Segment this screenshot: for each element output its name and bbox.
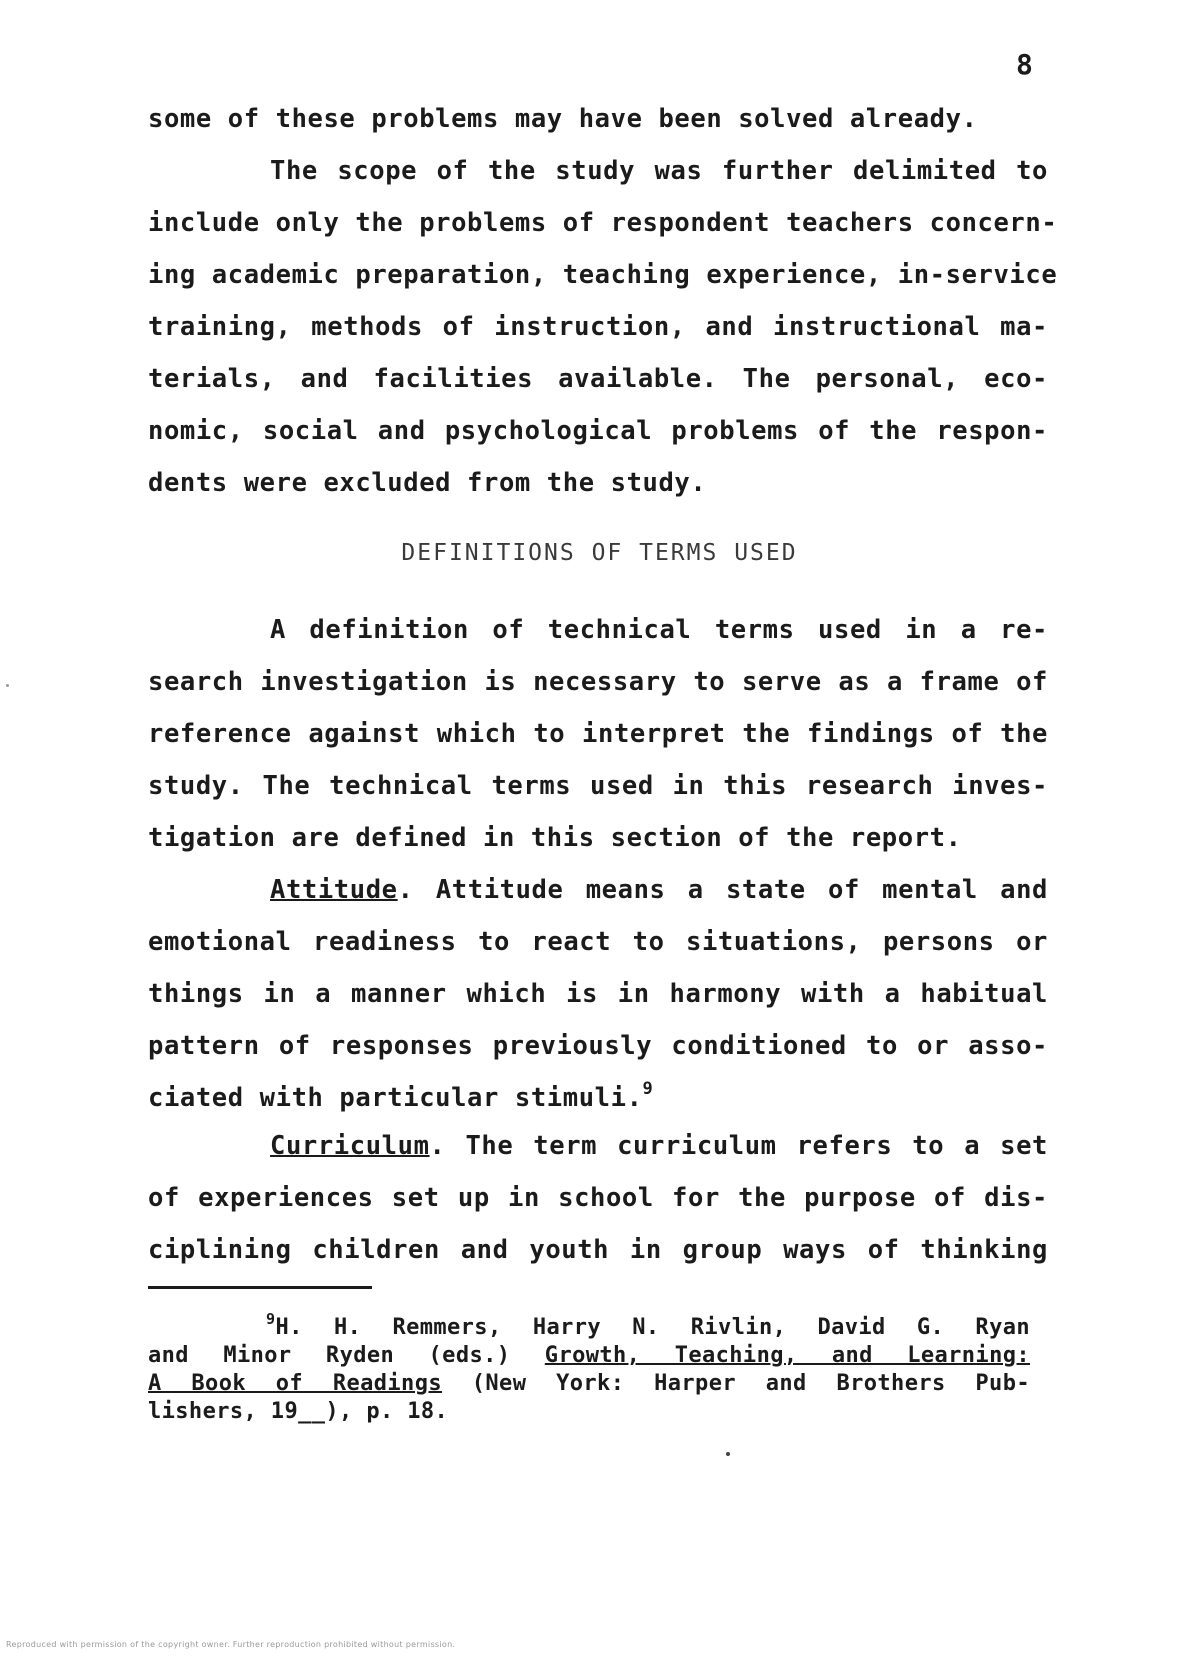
curriculum-paragraph <box>148 1120 1048 1276</box>
attitude-definition-end: ciated with particular stimuli. <box>148 1083 643 1113</box>
paragraph-line: things in a manner which is in harmony with a habitual <box>148 979 1048 1009</box>
footnote-line <box>148 1342 1030 1370</box>
paragraph-line: The scope of the study was further delimited to <box>270 156 1048 186</box>
paragraph-line: emotional readiness to react to situations, persons or <box>148 927 1048 957</box>
footnote-mark: 9 <box>266 1310 276 1328</box>
paragraph-line: A definition of technical terms used in a re- <box>270 615 1048 645</box>
attitude-definition-start: . Attitude means a state of mental and <box>397 875 1048 905</box>
paragraph-line <box>148 864 1048 916</box>
footnote-authors: H. H. Remmers, Harry N. Rivlin, David G. Ryan <box>275 1315 1030 1340</box>
paragraph-line <box>148 1120 1048 1172</box>
paragraph-line: study. The technical terms used in this research inves- <box>148 771 1048 801</box>
page-number: 8 <box>1016 48 1034 81</box>
footnote-line: lishers, 19__), p. 18. <box>148 1399 449 1424</box>
footnote-publisher: (New York: Harper and Brothers Pub- <box>442 1371 1030 1396</box>
footnote-divider <box>148 1286 372 1289</box>
footnote-reference: 9 <box>642 1079 654 1099</box>
paragraph-line: include only the problems of respondent teachers concern- <box>148 208 1058 238</box>
paragraph-line: ciplining children and youth in group ways of thinking <box>148 1235 1048 1265</box>
footnote-line <box>148 1310 1030 1342</box>
footnote-book-title: Growth, Teaching, and Learning: <box>544 1343 1031 1368</box>
paragraph-line: of experiences set up in school for the purpose of dis- <box>148 1183 1048 1213</box>
scan-footer-notice: Reproduced with permission of the copyright owner. Further reproduction prohibited without permission. <box>6 1640 456 1649</box>
footnote-editors: and Minor Ryden (eds.) <box>148 1343 545 1368</box>
scan-speck <box>726 1452 730 1456</box>
paragraph-line: ing academic preparation, teaching experience, in-service <box>148 260 1058 290</box>
footnote-book-subtitle: A Book of Readings <box>148 1371 442 1396</box>
paragraph-line <box>148 1072 1048 1124</box>
footnote-line <box>148 1370 1030 1398</box>
term-curriculum: Curriculum <box>270 1131 430 1161</box>
paragraph-line: pattern of responses previously conditioned to or asso- <box>148 1031 1048 1061</box>
paragraph-line: tigation are defined in this section of the report. <box>148 823 962 853</box>
paragraph-line: training, methods of instruction, and instructional ma- <box>148 312 1048 342</box>
attitude-paragraph <box>148 864 1048 1124</box>
paragraph-line: nomic, social and psychological problems of the respon- <box>148 416 1048 446</box>
paragraph-line: terials, and facilities available. The personal, eco- <box>148 364 1048 394</box>
scope-paragraph <box>148 145 1058 509</box>
curriculum-definition-start: . The term curriculum refers to a set <box>429 1131 1048 1161</box>
paragraph-line: some of these problems may have been solved already. <box>148 104 978 134</box>
continuation-paragraph <box>148 93 1048 145</box>
definition-paragraph <box>148 604 1048 864</box>
scan-speck <box>6 684 9 687</box>
paragraph-line: search investigation is necessary to serve as a frame of <box>148 667 1048 697</box>
paragraph-line: reference against which to interpret the findings of the <box>148 719 1048 749</box>
term-attitude: Attitude <box>270 875 398 905</box>
paragraph-line: dents were excluded from the study. <box>148 468 707 498</box>
section-heading: DEFINITIONS OF TERMS USED <box>401 540 798 566</box>
footnote <box>148 1310 1031 1426</box>
